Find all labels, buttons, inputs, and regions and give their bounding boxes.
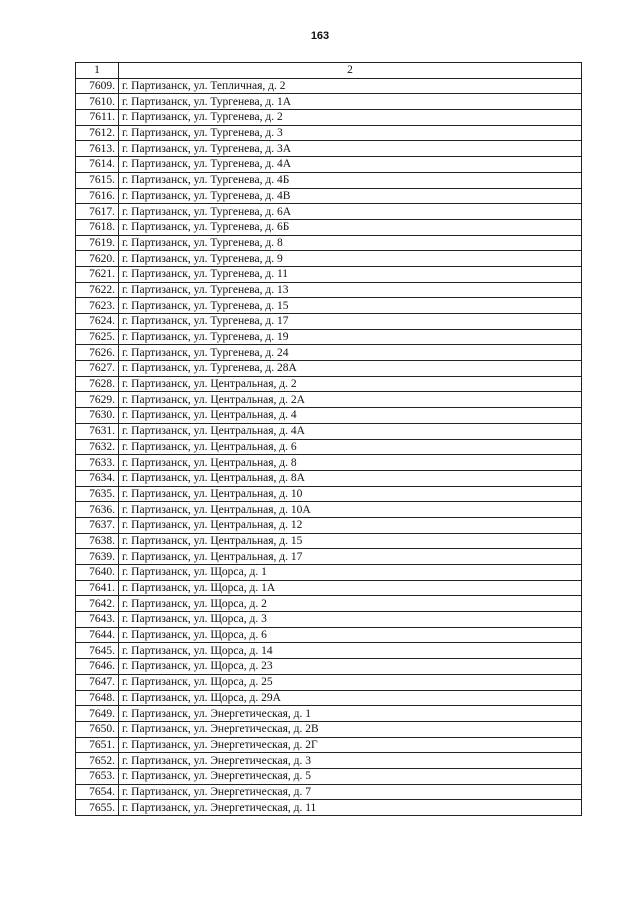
- row-number-cell: 7647.: [76, 674, 119, 690]
- table-row: [76, 737, 582, 753]
- table-row: [76, 172, 582, 188]
- table-row: [76, 204, 582, 220]
- address-cell: г. Партизанск, ул. Тургенева, д. 3: [119, 125, 582, 141]
- address-cell: г. Партизанск, ул. Центральная, д. 8: [119, 455, 582, 471]
- address-table: [75, 62, 582, 816]
- address-cell: г. Партизанск, ул. Щорса, д. 14: [119, 643, 582, 659]
- address-cell: г. Партизанск, ул. Энергетическая, д. 11: [119, 800, 582, 816]
- table-row: [76, 800, 582, 816]
- row-number-cell: 7640.: [76, 565, 119, 581]
- row-number-cell: 7613.: [76, 141, 119, 157]
- table-row: [76, 125, 582, 141]
- row-number-cell: 7652.: [76, 753, 119, 769]
- row-number-cell: 7654.: [76, 784, 119, 800]
- row-number-cell: 7636.: [76, 502, 119, 518]
- address-cell: г. Партизанск, ул. Энергетическая, д. 3: [119, 753, 582, 769]
- row-number-cell: 7614.: [76, 157, 119, 173]
- address-cell: г. Партизанск, ул. Щорса, д. 1А: [119, 580, 582, 596]
- address-cell: г. Партизанск, ул. Тургенева, д. 3А: [119, 141, 582, 157]
- address-cell: г. Партизанск, ул. Центральная, д. 15: [119, 533, 582, 549]
- table-row: [76, 690, 582, 706]
- row-number-cell: 7619.: [76, 235, 119, 251]
- row-number-cell: 7627.: [76, 361, 119, 377]
- row-number-cell: 7624.: [76, 314, 119, 330]
- table-row: [76, 219, 582, 235]
- table-row: [76, 659, 582, 675]
- table-row: [76, 486, 582, 502]
- address-cell: г. Партизанск, ул. Тургенева, д. 11: [119, 266, 582, 282]
- address-cell: г. Партизанск, ул. Тургенева, д. 4Б: [119, 172, 582, 188]
- table-row: [76, 455, 582, 471]
- address-cell: г. Партизанск, ул. Энергетическая, д. 1: [119, 706, 582, 722]
- row-number-cell: 7616.: [76, 188, 119, 204]
- address-cell: г. Партизанск, ул. Центральная, д. 10А: [119, 502, 582, 518]
- address-cell: г. Партизанск, ул. Тургенева, д. 13: [119, 282, 582, 298]
- address-cell: г. Партизанск, ул. Центральная, д. 17: [119, 549, 582, 565]
- table-row: [76, 580, 582, 596]
- address-cell: г. Партизанск, ул. Тургенева, д. 28А: [119, 361, 582, 377]
- table-row: [76, 282, 582, 298]
- address-cell: г. Партизанск, ул. Центральная, д. 8А: [119, 470, 582, 486]
- row-number-cell: 7634.: [76, 470, 119, 486]
- table-row: [76, 753, 582, 769]
- table-row: [76, 439, 582, 455]
- table-row: [76, 188, 582, 204]
- address-cell: г. Партизанск, ул. Энергетическая, д. 5: [119, 768, 582, 784]
- address-cell: г. Партизанск, ул. Тургенева, д. 15: [119, 298, 582, 314]
- address-cell: г. Партизанск, ул. Центральная, д. 6: [119, 439, 582, 455]
- table-row: [76, 141, 582, 157]
- row-number-cell: 7617.: [76, 204, 119, 220]
- table-row: [76, 392, 582, 408]
- table-row: [76, 502, 582, 518]
- address-cell: г. Партизанск, ул. Щорса, д. 1: [119, 565, 582, 581]
- address-cell: г. Партизанск, ул. Центральная, д. 4: [119, 408, 582, 424]
- column-header-address: 2: [119, 63, 582, 79]
- table-row: [76, 768, 582, 784]
- row-number-cell: 7618.: [76, 219, 119, 235]
- address-cell: г. Партизанск, ул. Энергетическая, д. 7: [119, 784, 582, 800]
- table-row: [76, 110, 582, 126]
- row-number-cell: 7621.: [76, 266, 119, 282]
- table-row: [76, 157, 582, 173]
- address-cell: г. Партизанск, ул. Щорса, д. 6: [119, 627, 582, 643]
- table-row: [76, 376, 582, 392]
- address-cell: г. Партизанск, ул. Щорса, д. 25: [119, 674, 582, 690]
- address-cell: г. Партизанск, ул. Тургенева, д. 19: [119, 329, 582, 345]
- row-number-cell: 7622.: [76, 282, 119, 298]
- row-number-cell: 7629.: [76, 392, 119, 408]
- row-number-cell: 7655.: [76, 800, 119, 816]
- address-cell: г. Партизанск, ул. Щорса, д. 3: [119, 612, 582, 628]
- row-number-cell: 7628.: [76, 376, 119, 392]
- row-number-cell: 7650.: [76, 721, 119, 737]
- row-number-cell: 7615.: [76, 172, 119, 188]
- row-number-cell: 7631.: [76, 423, 119, 439]
- row-number-cell: 7653.: [76, 768, 119, 784]
- address-cell: г. Партизанск, ул. Тургенева, д. 6А: [119, 204, 582, 220]
- row-number-cell: 7641.: [76, 580, 119, 596]
- row-number-cell: 7620.: [76, 251, 119, 267]
- table-row: [76, 345, 582, 361]
- address-cell: г. Партизанск, ул. Тургенева, д. 4В: [119, 188, 582, 204]
- table-row: [76, 408, 582, 424]
- row-number-cell: 7649.: [76, 706, 119, 722]
- address-cell: г. Партизанск, ул. Тургенева, д. 24: [119, 345, 582, 361]
- address-cell: г. Партизанск, ул. Центральная, д. 2А: [119, 392, 582, 408]
- address-cell: г. Партизанск, ул. Тургенева, д. 2: [119, 110, 582, 126]
- row-number-cell: 7625.: [76, 329, 119, 345]
- address-cell: г. Партизанск, ул. Центральная, д. 12: [119, 517, 582, 533]
- table-row: [76, 329, 582, 345]
- table-row: [76, 361, 582, 377]
- row-number-cell: 7639.: [76, 549, 119, 565]
- row-number-cell: 7637.: [76, 517, 119, 533]
- table-row: [76, 298, 582, 314]
- table-row: [76, 266, 582, 282]
- address-cell: г. Партизанск, ул. Тургенева, д. 1А: [119, 94, 582, 110]
- page-number: 163: [310, 30, 330, 42]
- table-row: [76, 674, 582, 690]
- address-cell: г. Партизанск, ул. Центральная, д. 2: [119, 376, 582, 392]
- row-number-cell: 7633.: [76, 455, 119, 471]
- address-cell: г. Партизанск, ул. Тургенева, д. 17: [119, 314, 582, 330]
- table-row: [76, 721, 582, 737]
- table-row: [76, 596, 582, 612]
- table-row: [76, 517, 582, 533]
- row-number-cell: 7610.: [76, 94, 119, 110]
- address-cell: г. Партизанск, ул. Энергетическая, д. 2Г: [119, 737, 582, 753]
- table-row: [76, 533, 582, 549]
- row-number-cell: 7642.: [76, 596, 119, 612]
- address-cell: г. Партизанск, ул. Щорса, д. 2: [119, 596, 582, 612]
- table-row: [76, 706, 582, 722]
- row-number-cell: 7623.: [76, 298, 119, 314]
- row-number-cell: 7645.: [76, 643, 119, 659]
- address-cell: г. Партизанск, ул. Энергетическая, д. 2В: [119, 721, 582, 737]
- address-cell: г. Партизанск, ул. Центральная, д. 4А: [119, 423, 582, 439]
- row-number-cell: 7651.: [76, 737, 119, 753]
- row-number-cell: 7646.: [76, 659, 119, 675]
- table-row: [76, 423, 582, 439]
- table-row: [76, 235, 582, 251]
- row-number-cell: 7612.: [76, 125, 119, 141]
- row-number-cell: 7609.: [76, 78, 119, 94]
- column-header-number: 1: [76, 63, 119, 79]
- address-cell: г. Партизанск, ул. Тургенева, д. 8: [119, 235, 582, 251]
- table-row: [76, 627, 582, 643]
- address-cell: г. Партизанск, ул. Тургенева, д. 6Б: [119, 219, 582, 235]
- row-number-cell: 7643.: [76, 612, 119, 628]
- table-row: [76, 549, 582, 565]
- table-row: [76, 643, 582, 659]
- row-number-cell: 7644.: [76, 627, 119, 643]
- address-cell: г. Партизанск, ул. Тепличная, д. 2: [119, 78, 582, 94]
- row-number-cell: 7635.: [76, 486, 119, 502]
- row-number-cell: 7632.: [76, 439, 119, 455]
- row-number-cell: 7630.: [76, 408, 119, 424]
- table-row: [76, 94, 582, 110]
- header-row: [76, 63, 582, 79]
- address-cell: г. Партизанск, ул. Центральная, д. 10: [119, 486, 582, 502]
- table-row: [76, 565, 582, 581]
- address-cell: г. Партизанск, ул. Щорса, д. 29А: [119, 690, 582, 706]
- address-cell: г. Партизанск, ул. Тургенева, д. 4А: [119, 157, 582, 173]
- table-row: [76, 314, 582, 330]
- table-row: [76, 612, 582, 628]
- address-cell: г. Партизанск, ул. Тургенева, д. 9: [119, 251, 582, 267]
- row-number-cell: 7648.: [76, 690, 119, 706]
- address-cell: г. Партизанск, ул. Щорса, д. 23: [119, 659, 582, 675]
- table-row: [76, 470, 582, 486]
- row-number-cell: 7638.: [76, 533, 119, 549]
- row-number-cell: 7626.: [76, 345, 119, 361]
- table-row: [76, 251, 582, 267]
- row-number-cell: 7611.: [76, 110, 119, 126]
- table-row: [76, 78, 582, 94]
- table-row: [76, 784, 582, 800]
